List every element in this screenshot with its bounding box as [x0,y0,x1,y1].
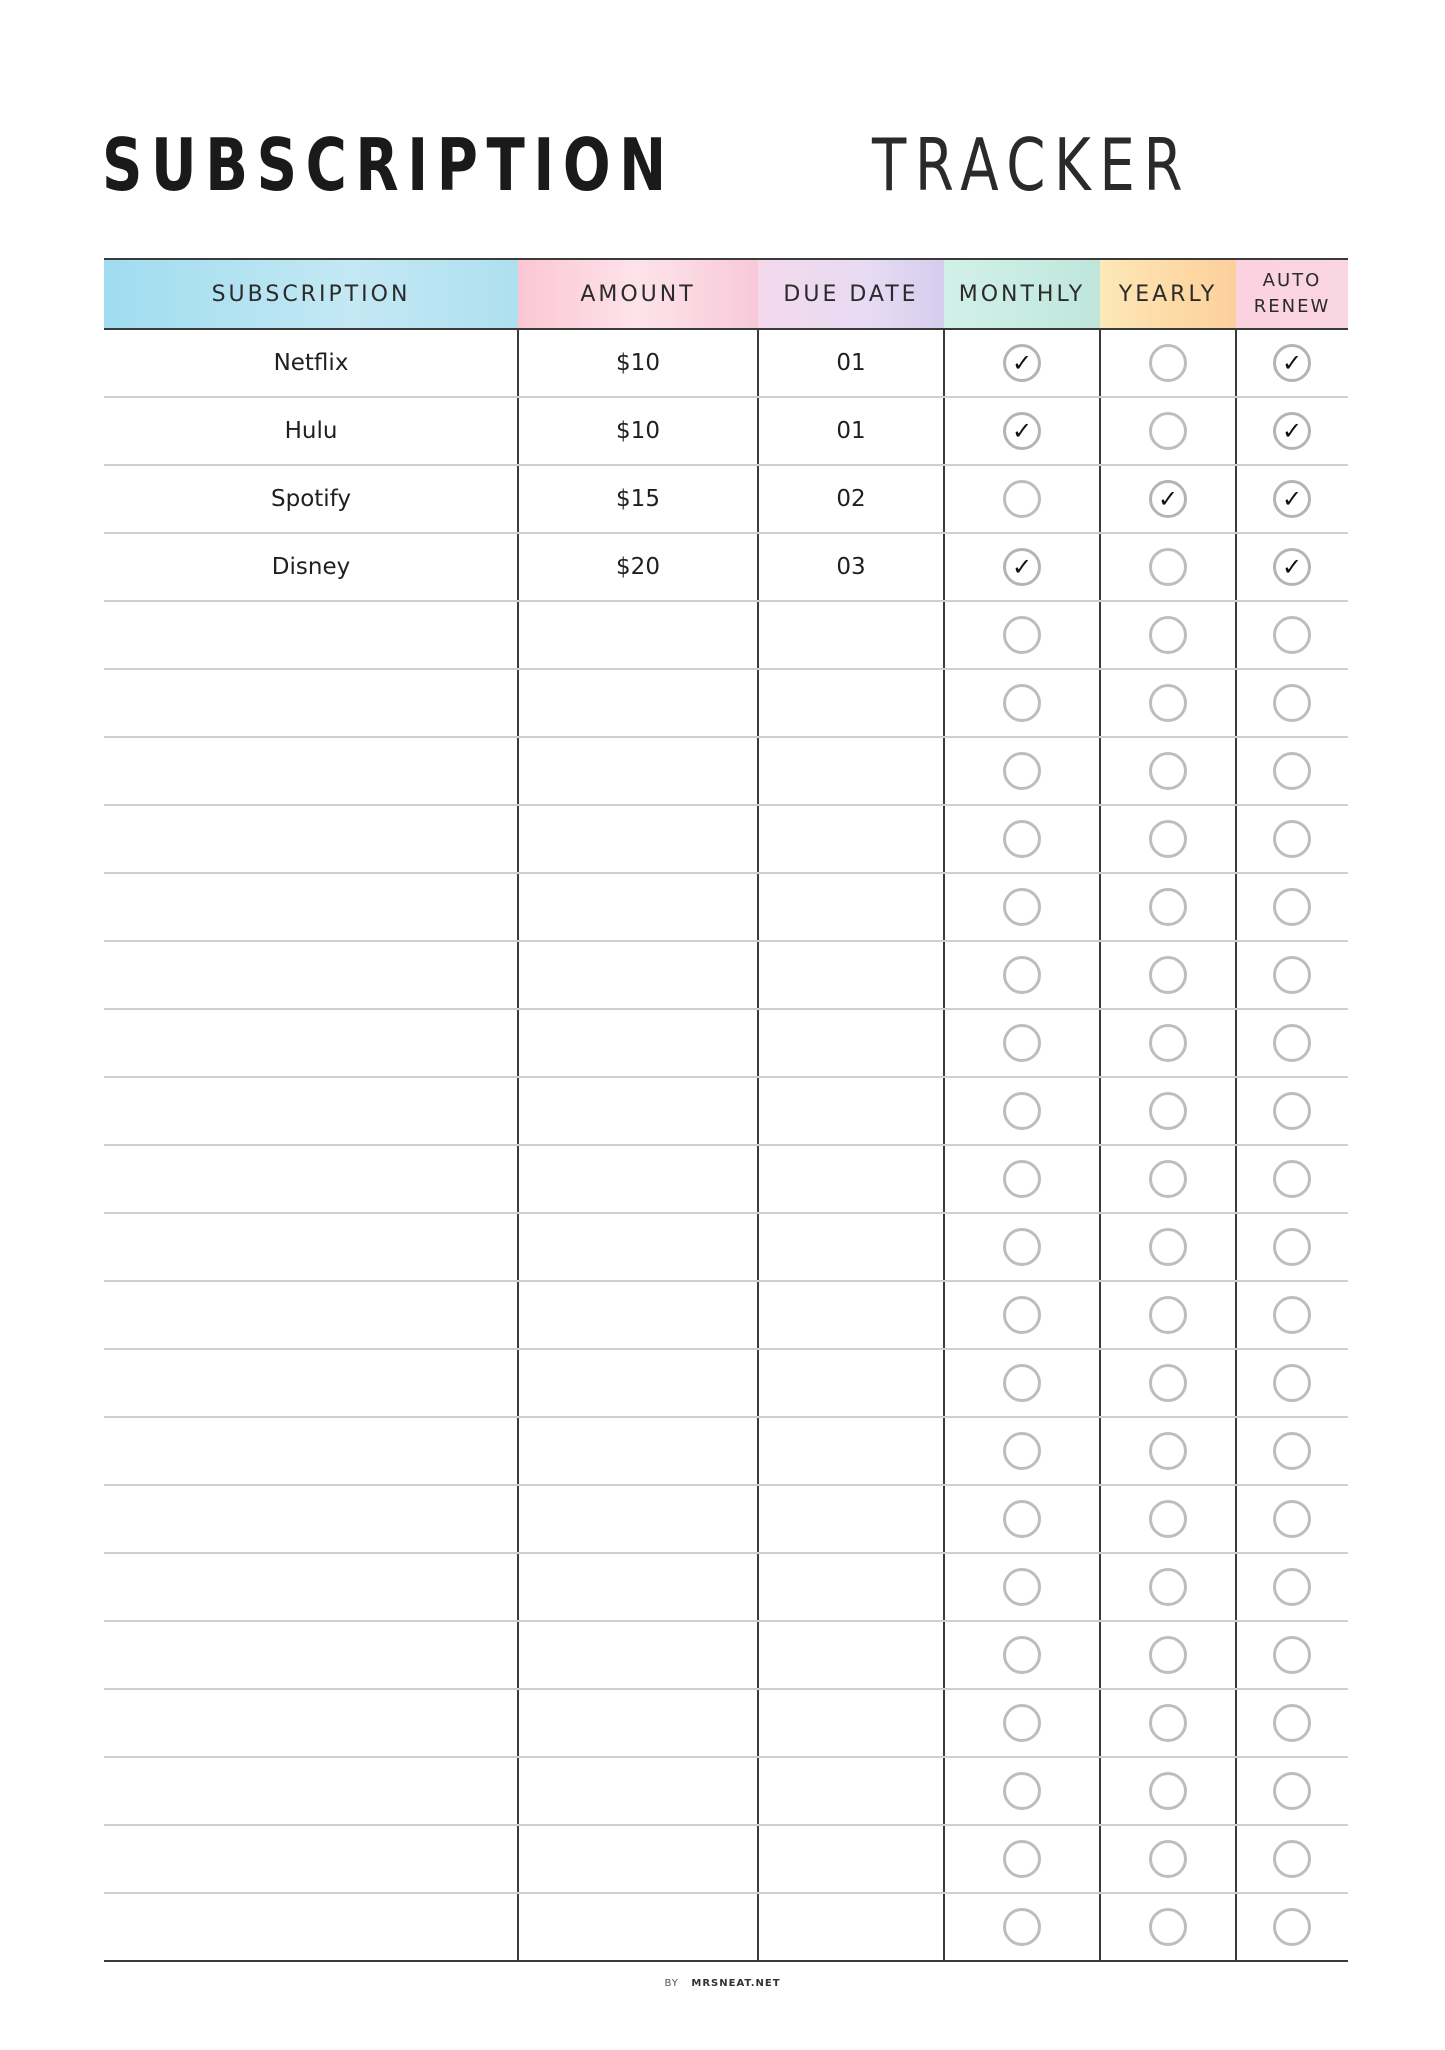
auto-renew-checkbox-cell [1236,398,1348,464]
due-date-cell[interactable] [758,1418,944,1484]
amount-cell[interactable] [518,942,758,1008]
yearly-checkbox-cell [1100,1622,1236,1688]
table-row [104,806,1348,874]
monthly-checkbox[interactable] [1003,412,1041,450]
footer-by: BY [664,1978,679,1989]
page-title [102,120,1281,210]
monthly-checkbox[interactable] [1003,1160,1041,1198]
yearly-checkbox[interactable] [1149,412,1187,450]
due-date-cell[interactable] [758,1146,944,1212]
table-row [104,602,1348,670]
due-date-cell[interactable]: 01 [836,350,866,376]
yearly-checkbox[interactable] [1149,344,1187,382]
yearly-checkbox[interactable] [1149,820,1187,858]
yearly-checkbox-cell [1100,1418,1236,1484]
monthly-checkbox[interactable] [1003,1228,1041,1266]
auto-renew-checkbox-cell [1236,1146,1348,1212]
yearly-checkbox[interactable] [1149,1228,1187,1266]
auto-renew-checkbox[interactable] [1273,888,1311,926]
due-date-cell[interactable] [758,1826,944,1892]
due-date-cell[interactable] [758,1894,944,1960]
monthly-checkbox-cell [944,1894,1100,1960]
yearly-checkbox[interactable] [1149,888,1187,926]
amount-cell[interactable] [518,1758,758,1824]
yearly-checkbox-cell [1100,1486,1236,1552]
auto-renew-checkbox[interactable] [1273,1704,1311,1742]
monthly-checkbox-cell [944,1282,1100,1348]
due-date-cell[interactable] [758,942,944,1008]
yearly-checkbox-cell [1100,602,1236,668]
monthly-checkbox[interactable] [1003,956,1041,994]
auto-renew-checkbox[interactable] [1273,752,1311,790]
check-icon: ✓ [1011,417,1033,445]
amount-cell[interactable] [518,1078,758,1144]
monthly-checkbox-cell [944,1078,1100,1144]
table-body [104,330,1348,1962]
monthly-checkbox[interactable] [1003,1364,1041,1402]
due-date-cell[interactable] [758,1350,944,1416]
monthly-checkbox[interactable] [1003,1840,1041,1878]
amount-cell[interactable] [518,1486,758,1552]
yearly-checkbox[interactable] [1149,1840,1187,1878]
due-date-cell[interactable] [758,1282,944,1348]
table-row [104,1486,1348,1554]
yearly-checkbox-cell [1100,1690,1236,1756]
monthly-checkbox-cell [944,1758,1100,1824]
monthly-checkbox[interactable] [1003,1500,1041,1538]
amount-cell[interactable] [518,1418,758,1484]
auto-renew-checkbox-cell [1236,1418,1348,1484]
yearly-checkbox-cell [1100,1282,1236,1348]
monthly-checkbox-cell [944,330,1100,396]
header-auto-renew-line2: RENEW [1253,296,1331,317]
yearly-checkbox[interactable] [1149,1364,1187,1402]
yearly-checkbox-cell [1100,330,1236,396]
due-date-cell[interactable] [758,1486,944,1552]
auto-renew-checkbox-cell [1236,1894,1348,1960]
amount-cell[interactable]: $20 [616,554,660,580]
header-monthly: MONTHLY [944,260,1100,328]
auto-renew-checkbox[interactable] [1273,1092,1311,1130]
table-row [104,1690,1348,1758]
auto-renew-checkbox[interactable] [1273,956,1311,994]
auto-renew-checkbox-cell [1236,534,1348,600]
amount-cell[interactable] [518,670,758,736]
monthly-checkbox[interactable] [1003,1704,1041,1742]
monthly-checkbox[interactable] [1003,888,1041,926]
table-row [104,1622,1348,1690]
table-row [104,1214,1348,1282]
yearly-checkbox[interactable] [1149,1704,1187,1742]
monthly-checkbox-cell [944,1486,1100,1552]
subscription-cell[interactable] [104,1350,518,1416]
due-date-cell[interactable]: 02 [836,486,866,512]
table-row [104,1554,1348,1622]
subscription-cell[interactable] [104,874,518,940]
subscription-cell[interactable] [104,738,518,804]
due-date-cell[interactable] [758,1622,944,1688]
monthly-checkbox-cell [944,942,1100,1008]
due-date-cell[interactable] [758,602,944,668]
auto-renew-checkbox-cell [1236,1350,1348,1416]
yearly-checkbox-cell [1100,738,1236,804]
due-date-cell[interactable] [758,874,944,940]
table-row [104,1418,1348,1486]
auto-renew-checkbox[interactable] [1273,1772,1311,1810]
subscription-cell[interactable] [104,1214,518,1280]
auto-renew-checkbox[interactable] [1273,616,1311,654]
auto-renew-checkbox[interactable] [1273,820,1311,858]
subscription-cell[interactable]: Spotify [271,486,351,512]
monthly-checkbox-cell [944,1214,1100,1280]
yearly-checkbox[interactable] [1149,1296,1187,1334]
subscription-cell[interactable] [104,1758,518,1824]
subscription-cell[interactable] [104,1554,518,1620]
subscription-cell[interactable] [104,1010,518,1076]
subscription-cell[interactable] [104,942,518,1008]
subscription-cell[interactable] [104,1078,518,1144]
monthly-checkbox-cell [944,1622,1100,1688]
monthly-checkbox-cell [944,1350,1100,1416]
amount-cell[interactable]: $15 [616,486,660,512]
yearly-checkbox-cell [1100,874,1236,940]
yearly-checkbox-cell [1100,1826,1236,1892]
auto-renew-checkbox-cell [1236,1554,1348,1620]
monthly-checkbox[interactable] [1003,1636,1041,1674]
header-due-date: DUE DATE [758,260,944,328]
auto-renew-checkbox[interactable] [1273,412,1311,450]
yearly-checkbox-cell [1100,942,1236,1008]
auto-renew-checkbox[interactable] [1273,1432,1311,1470]
yearly-checkbox[interactable] [1149,752,1187,790]
auto-renew-checkbox[interactable] [1273,1228,1311,1266]
monthly-checkbox[interactable] [1003,344,1041,382]
table-row [104,1894,1348,1962]
auto-renew-checkbox[interactable] [1273,1024,1311,1062]
auto-renew-checkbox-cell [1236,942,1348,1008]
auto-renew-checkbox[interactable] [1273,1500,1311,1538]
header-subscription: SUBSCRIPTION [104,260,518,328]
auto-renew-checkbox[interactable] [1273,1296,1311,1334]
monthly-checkbox-cell [944,1554,1100,1620]
subscription-cell[interactable] [104,806,518,872]
auto-renew-checkbox[interactable] [1273,1636,1311,1674]
amount-cell[interactable] [518,1214,758,1280]
amount-cell[interactable] [518,806,758,872]
auto-renew-checkbox[interactable] [1273,1908,1311,1946]
monthly-checkbox[interactable] [1003,1296,1041,1334]
amount-cell[interactable] [518,1894,758,1960]
check-icon: ✓ [1157,485,1179,513]
auto-renew-checkbox-cell [1236,466,1348,532]
amount-cell[interactable] [518,1350,758,1416]
monthly-checkbox[interactable] [1003,480,1041,518]
due-date-cell[interactable] [758,1690,944,1756]
monthly-checkbox-cell [944,1146,1100,1212]
yearly-checkbox[interactable] [1149,1772,1187,1810]
monthly-checkbox[interactable] [1003,820,1041,858]
table-row [104,1826,1348,1894]
yearly-checkbox[interactable] [1149,1568,1187,1606]
subscription-cell[interactable] [104,1826,518,1892]
monthly-checkbox-cell [944,670,1100,736]
table-row [104,466,1348,534]
footer-site: MRSNEAT.NET [691,1978,781,1989]
yearly-checkbox[interactable] [1149,1024,1187,1062]
subscription-table [104,258,1348,1962]
amount-cell[interactable] [518,738,758,804]
auto-renew-checkbox-cell [1236,806,1348,872]
check-icon: ✓ [1011,553,1033,581]
monthly-checkbox-cell [944,1690,1100,1756]
monthly-checkbox[interactable] [1003,684,1041,722]
amount-cell[interactable] [518,1826,758,1892]
subscription-cell[interactable] [104,1622,518,1688]
auto-renew-checkbox-cell [1236,1826,1348,1892]
subscription-cell[interactable] [104,1690,518,1756]
auto-renew-checkbox-cell [1236,330,1348,396]
monthly-checkbox-cell [944,398,1100,464]
header-yearly: YEARLY [1100,260,1236,328]
auto-renew-checkbox[interactable] [1273,1568,1311,1606]
yearly-checkbox-cell [1100,1214,1236,1280]
auto-renew-checkbox-cell [1236,1214,1348,1280]
subscription-cell[interactable] [104,1486,518,1552]
table-row [104,1010,1348,1078]
auto-renew-checkbox[interactable] [1273,548,1311,586]
yearly-checkbox[interactable] [1149,1908,1187,1946]
title-bold: SUBSCRIPTION [102,123,675,207]
subscription-cell[interactable]: Hulu [284,418,338,444]
subscription-cell[interactable] [104,1282,518,1348]
auto-renew-checkbox-cell [1236,738,1348,804]
subscription-cell[interactable] [104,602,518,668]
due-date-cell[interactable]: 03 [836,554,866,580]
yearly-checkbox[interactable] [1149,684,1187,722]
auto-renew-checkbox[interactable] [1273,1364,1311,1402]
header-amount: AMOUNT [518,260,758,328]
auto-renew-checkbox-cell [1236,1078,1348,1144]
due-date-cell[interactable] [758,670,944,736]
yearly-checkbox-cell [1100,398,1236,464]
monthly-checkbox-cell [944,1010,1100,1076]
table-row [104,1282,1348,1350]
subscription-cell[interactable] [104,1146,518,1212]
footer-credit [0,1978,1445,1989]
monthly-checkbox-cell [944,602,1100,668]
check-icon: ✓ [1011,349,1033,377]
check-icon: ✓ [1281,349,1303,377]
table-row [104,398,1348,466]
auto-renew-checkbox[interactable] [1273,1160,1311,1198]
yearly-checkbox-cell [1100,1350,1236,1416]
monthly-checkbox[interactable] [1003,1092,1041,1130]
amount-cell[interactable] [518,1282,758,1348]
yearly-checkbox-cell [1100,670,1236,736]
auto-renew-checkbox-cell [1236,1282,1348,1348]
monthly-checkbox[interactable] [1003,1568,1041,1606]
check-icon: ✓ [1281,417,1303,445]
auto-renew-checkbox[interactable] [1273,1840,1311,1878]
monthly-checkbox-cell [944,1826,1100,1892]
header-auto-renew-line1: AUTO [1262,270,1322,291]
subscription-cell[interactable] [104,1894,518,1960]
yearly-checkbox-cell [1100,1078,1236,1144]
yearly-checkbox[interactable] [1149,548,1187,586]
subscription-cell[interactable] [104,670,518,736]
amount-cell[interactable]: $10 [616,350,660,376]
monthly-checkbox-cell [944,738,1100,804]
auto-renew-checkbox-cell [1236,670,1348,736]
yearly-checkbox-cell [1100,1146,1236,1212]
auto-renew-checkbox[interactable] [1273,344,1311,382]
auto-renew-checkbox[interactable] [1273,480,1311,518]
due-date-cell[interactable] [758,1010,944,1076]
amount-cell[interactable] [518,1554,758,1620]
yearly-checkbox[interactable] [1149,956,1187,994]
due-date-cell[interactable] [758,738,944,804]
table-row [104,1078,1348,1146]
amount-cell[interactable]: $10 [616,418,660,444]
auto-renew-checkbox-cell [1236,1010,1348,1076]
due-date-cell[interactable] [758,806,944,872]
amount-cell[interactable] [518,1010,758,1076]
check-icon: ✓ [1281,485,1303,513]
yearly-checkbox-cell [1100,1894,1236,1960]
check-icon: ✓ [1281,553,1303,581]
auto-renew-checkbox-cell [1236,1758,1348,1824]
yearly-checkbox[interactable] [1149,616,1187,654]
subscription-cell[interactable]: Disney [271,554,351,580]
amount-cell[interactable] [518,874,758,940]
table-row [104,738,1348,806]
table-row [104,534,1348,602]
due-date-cell[interactable] [758,1758,944,1824]
yearly-checkbox[interactable] [1149,1432,1187,1470]
due-date-cell[interactable] [758,1554,944,1620]
monthly-checkbox[interactable] [1003,1772,1041,1810]
table-row [104,1350,1348,1418]
subscription-cell[interactable] [104,1418,518,1484]
monthly-checkbox[interactable] [1003,1432,1041,1470]
yearly-checkbox-cell [1100,1010,1236,1076]
auto-renew-checkbox-cell [1236,602,1348,668]
auto-renew-checkbox-cell [1236,1486,1348,1552]
monthly-checkbox-cell [944,466,1100,532]
yearly-checkbox[interactable] [1149,480,1187,518]
due-date-cell[interactable] [758,1214,944,1280]
amount-cell[interactable] [518,1146,758,1212]
table-row [104,670,1348,738]
yearly-checkbox-cell [1100,534,1236,600]
title-light: TRACKER [872,123,1192,207]
amount-cell[interactable] [518,602,758,668]
yearly-checkbox[interactable] [1149,1160,1187,1198]
table-row [104,1758,1348,1826]
header-auto-renew [1236,260,1348,328]
yearly-checkbox[interactable] [1149,1092,1187,1130]
monthly-checkbox-cell [944,874,1100,940]
monthly-checkbox-cell [944,806,1100,872]
table-row [104,874,1348,942]
auto-renew-checkbox-cell [1236,1690,1348,1756]
table-row [104,330,1348,398]
monthly-checkbox[interactable] [1003,548,1041,586]
monthly-checkbox[interactable] [1003,1908,1041,1946]
table-row [104,1146,1348,1214]
auto-renew-checkbox[interactable] [1273,684,1311,722]
yearly-checkbox-cell [1100,806,1236,872]
table-row [104,942,1348,1010]
table-header [104,258,1348,330]
monthly-checkbox-cell [944,1418,1100,1484]
amount-cell[interactable] [518,1690,758,1756]
yearly-checkbox[interactable] [1149,1636,1187,1674]
monthly-checkbox[interactable] [1003,1024,1041,1062]
monthly-checkbox-cell [944,534,1100,600]
yearly-checkbox[interactable] [1149,1500,1187,1538]
yearly-checkbox-cell [1100,1554,1236,1620]
subscription-cell[interactable]: Netflix [273,350,349,376]
yearly-checkbox-cell [1100,466,1236,532]
auto-renew-checkbox-cell [1236,1622,1348,1688]
monthly-checkbox[interactable] [1003,752,1041,790]
monthly-checkbox[interactable] [1003,616,1041,654]
amount-cell[interactable] [518,1622,758,1688]
auto-renew-checkbox-cell [1236,874,1348,940]
due-date-cell[interactable]: 01 [836,418,866,444]
due-date-cell[interactable] [758,1078,944,1144]
yearly-checkbox-cell [1100,1758,1236,1824]
